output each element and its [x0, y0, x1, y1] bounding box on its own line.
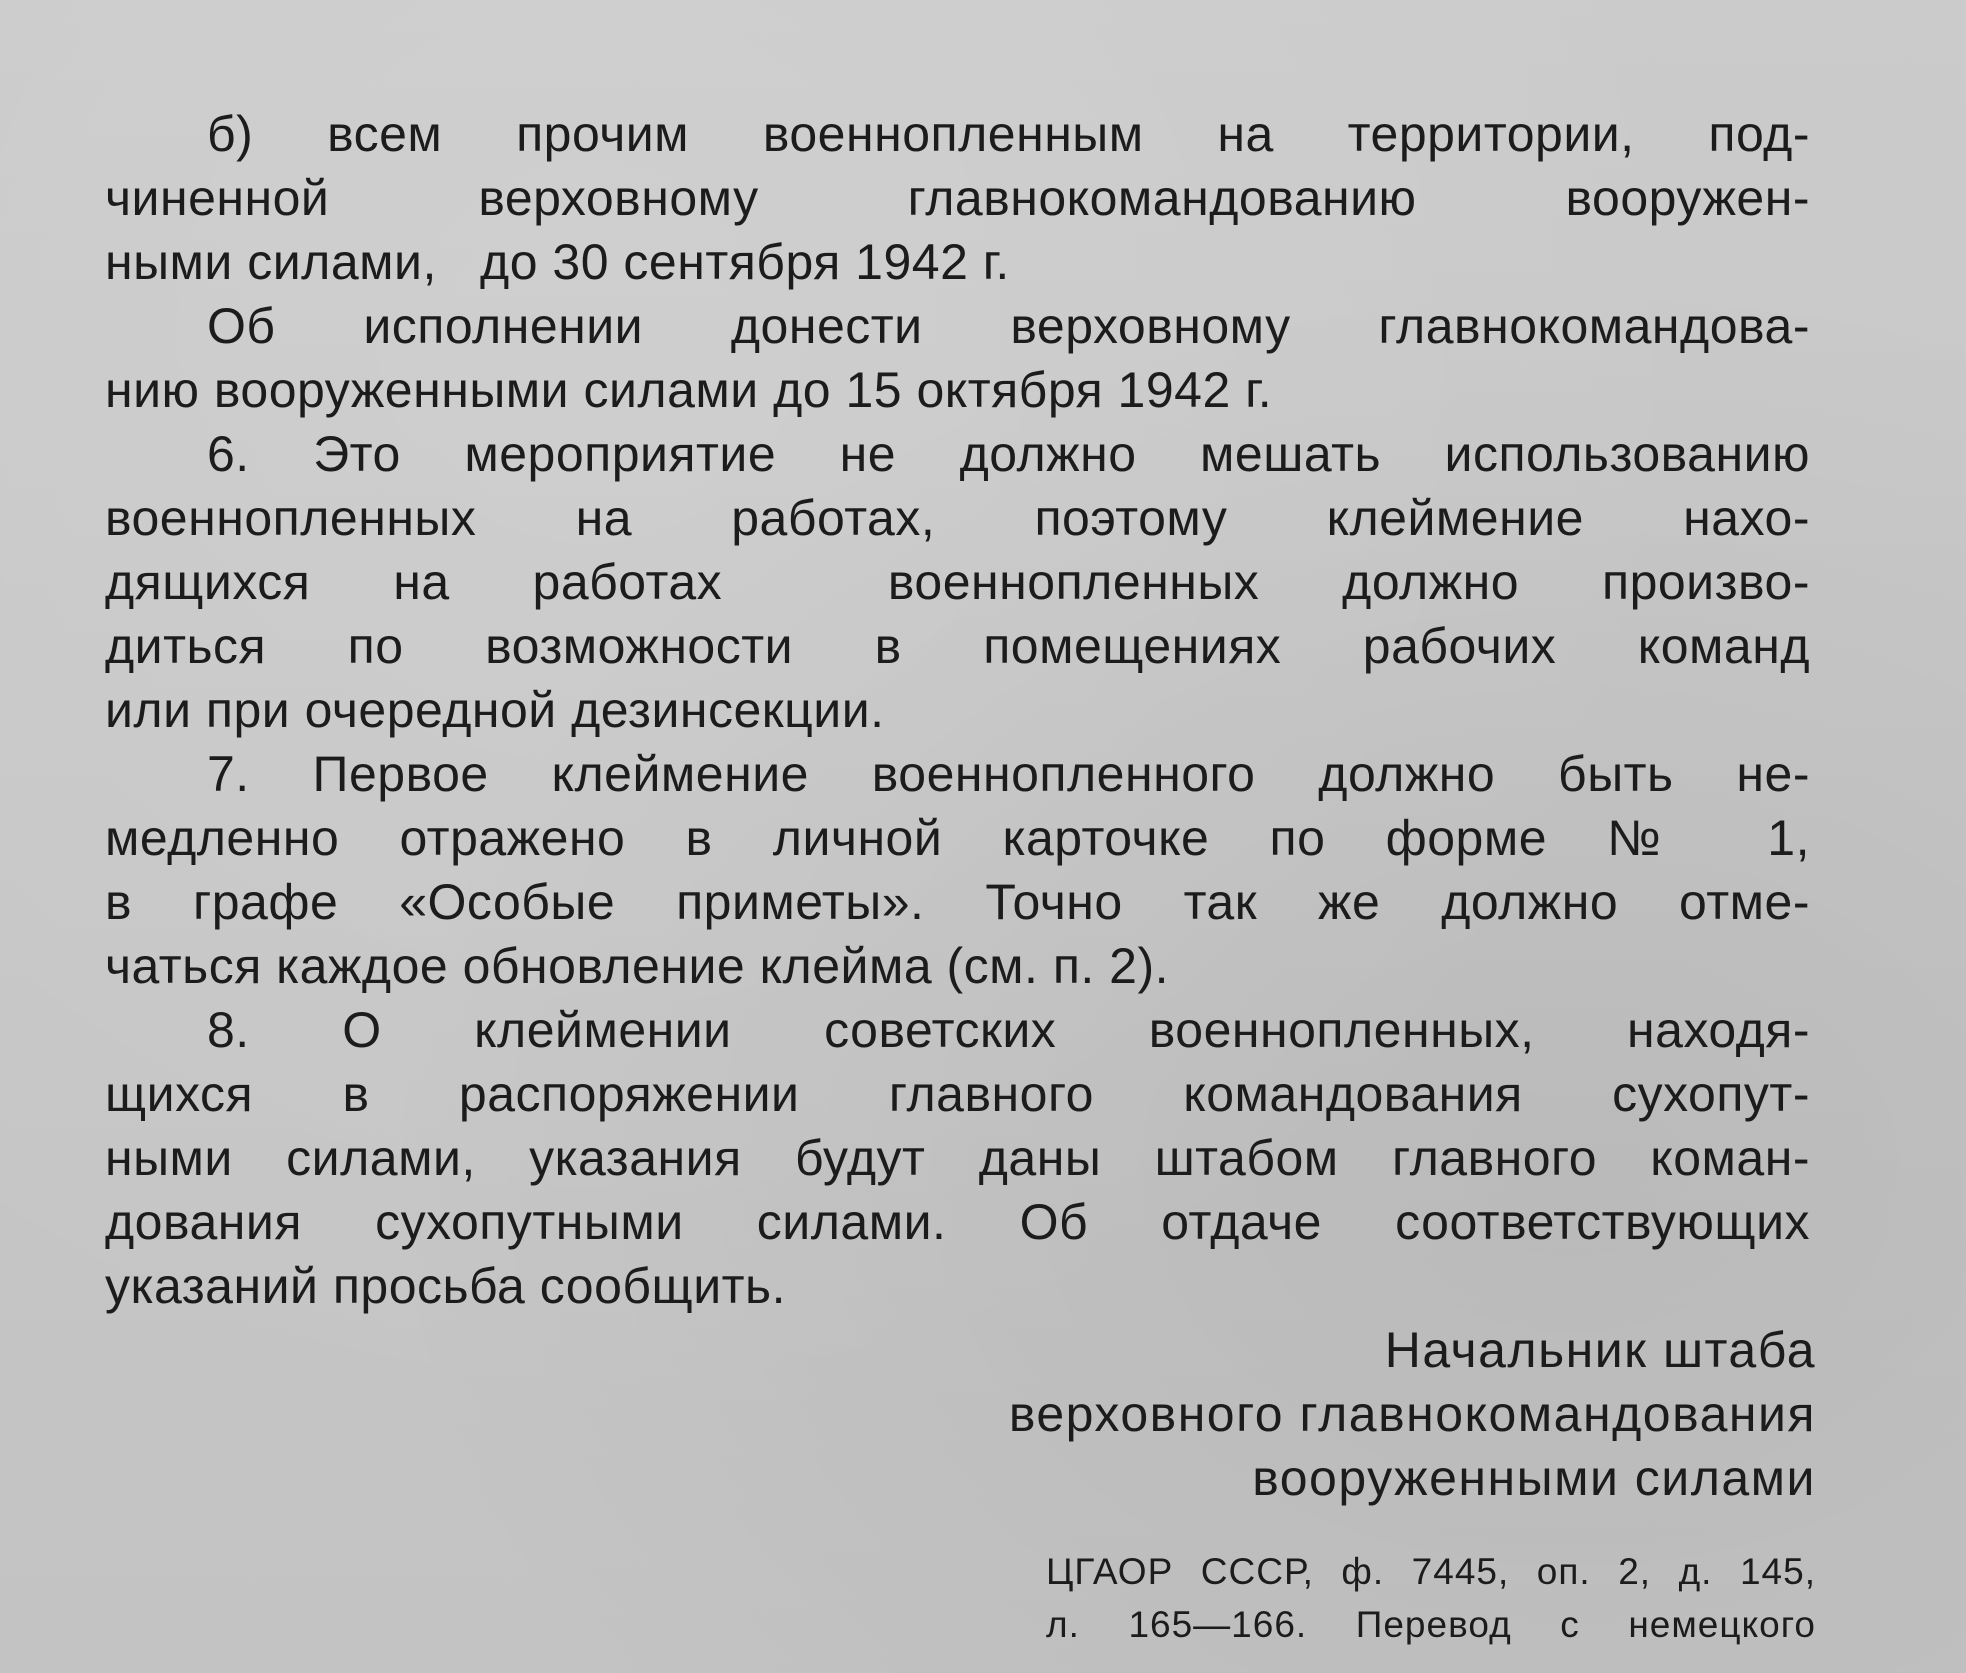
text-line: нию вооруженными силами до 15 октября 1942 г.	[105, 362, 1273, 418]
text-line: в графе «Особые приметы». Точно так же должно отме-	[105, 874, 1810, 930]
signature-line: Начальник штаба	[1384, 1322, 1816, 1378]
text-line: чиненной верховному главнокомандованию вооружен-	[105, 170, 1810, 226]
archive-source-note	[1046, 1545, 1816, 1651]
text-line: ными силами, указания будут даны штабом главного коман-	[105, 1130, 1810, 1186]
text-line: или при очередной дезинсекции.	[105, 682, 885, 738]
text-line: Об исполнении донести верховному главнокомандова-	[207, 298, 1810, 354]
text-line: дования сухопутными силами. Об отдаче соответствующих	[105, 1194, 1810, 1250]
text-line: б) всем прочим военнопленным на территории, под-	[207, 106, 1810, 162]
text-line: щихся в распоряжении главного командования сухопут-	[105, 1066, 1810, 1122]
text-line: ными силами, до 30 сентября 1942 г.	[105, 234, 1010, 290]
document-body	[105, 102, 1810, 1318]
source-line: ЦГАОР СССР, ф. 7445, оп. 2, д. 145,	[1046, 1551, 1816, 1592]
text-line: указаний просьба сообщить.	[105, 1258, 786, 1314]
signature-line: верховного главнокомандования	[1008, 1386, 1816, 1442]
text-line: 7. Первое клеймение военнопленного должно быть не-	[207, 746, 1810, 802]
text-line: чаться каждое обновление клейма (см. п. 2).	[105, 938, 1170, 994]
source-line: л. 165—166. Перевод с немецкого	[1046, 1604, 1816, 1645]
signature-block	[1009, 1318, 1816, 1510]
text-line: 6. Это мероприятие не должно мешать использованию	[207, 426, 1810, 482]
text-line: дящихся на работах военнопленных должно произво-	[105, 554, 1810, 610]
signature-line: вооруженными силами	[1252, 1450, 1816, 1506]
text-line: медленно отражено в личной карточке по форме № 1,	[105, 810, 1810, 866]
text-line: 8. О клеймении советских военнопленных, находя-	[207, 1002, 1810, 1058]
text-line: военнопленных на работах, поэтому клеймение нахо-	[105, 490, 1810, 546]
text-line: диться по возможности в помещениях рабочих команд	[105, 618, 1810, 674]
